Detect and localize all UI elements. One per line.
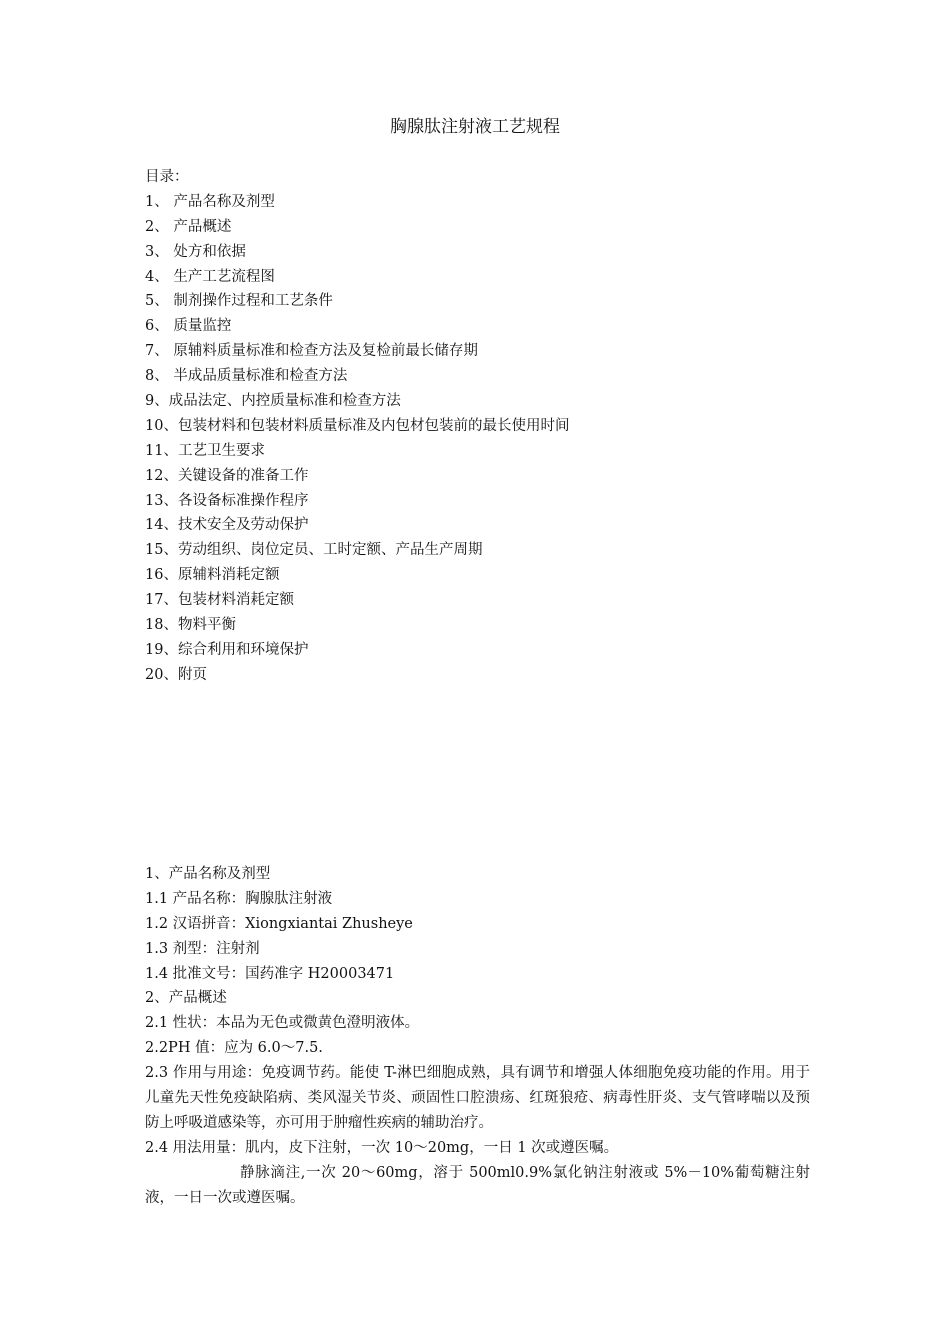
body-line: 1.2 汉语拼音：Xiongxiantai Zhusheye	[145, 915, 413, 932]
toc-item: 1、 产品名称及剂型	[145, 193, 275, 210]
body-line: 2.4 用法用量：肌内，皮下注射，一次 10～20mg，一日 1 次或遵医嘱。	[145, 1139, 619, 1156]
toc-item: 5、 制剂操作过程和工艺条件	[145, 293, 333, 310]
body-line: 1.1 产品名称：胸腺肽注射液	[145, 890, 333, 907]
toc-item: 20、附页	[145, 666, 207, 683]
toc-item: 17、包装材料消耗定额	[145, 592, 294, 609]
section-heading: 2、产品概述	[145, 990, 227, 1007]
body-line: 2.2PH 值：应为 6.0～7.5.	[145, 1040, 323, 1057]
toc-item: 14、技术安全及劳动保护	[145, 517, 309, 534]
toc-item: 6、 质量监控	[145, 318, 232, 335]
body-paragraph: 静脉滴注,一次 20～60mg，溶于 500ml0.9%氯化钠注射液或 5%－10%葡萄糖注射液，一日一次或遵医嘱。	[145, 1164, 810, 1206]
toc-item: 19、综合利用和环境保护	[145, 641, 309, 658]
body-paragraph: 2.3 作用与用途：免疫调节药。能使 T-淋巴细胞成熟，具有调节和增强人体细胞免疫功能的作用。用于儿童先天性免疫缺陷病、类风湿关节炎、顽固性口腔溃疡、红斑狼疮、病毒性肝炎、支气管哮喘以及预防上呼吸道感染等，亦可用于肿瘤性疾病的辅助治疗。	[145, 1065, 810, 1131]
toc-item: 7、 原辅料质量标准和检查方法及复检前最长储存期	[145, 343, 478, 360]
toc-item: 18、物料平衡	[145, 617, 236, 634]
body-line: 1.4 批准文号：国药准字 H20003471	[145, 965, 395, 982]
table-of-contents	[145, 165, 810, 688]
body-line: 1.3 剂型：注射剂	[145, 940, 260, 957]
toc-item: 9、成品法定、内控质量标准和检查方法	[145, 393, 401, 410]
toc-item: 11、工艺卫生要求	[145, 442, 265, 459]
section-heading: 1、产品名称及剂型	[145, 866, 271, 882]
toc-item: 10、包装材料和包装材料质量标准及内包材包装前的最长使用时间	[145, 417, 570, 434]
toc-item: 13、各设备标准操作程序	[145, 492, 309, 509]
toc-item: 12、关键设备的准备工作	[145, 467, 309, 484]
toc-item: 3、 处方和依据	[145, 243, 246, 260]
toc-item: 2、 产品概述	[145, 218, 232, 235]
toc-heading: 目录：	[145, 169, 189, 185]
body-line: 2.1 性状：本品为无色或微黄色澄明液体。	[145, 1015, 420, 1032]
document-body	[145, 862, 810, 1211]
toc-item: 8、 半成品质量标准和检查方法	[145, 368, 348, 385]
toc-item: 16、原辅料消耗定额	[145, 567, 280, 584]
document-title: 胸腺肽注射液工艺规程	[390, 117, 560, 137]
toc-item: 15、劳动组织、岗位定员、工时定额、产品生产周期	[145, 542, 483, 559]
toc-item: 4、 生产工艺流程图	[145, 268, 275, 285]
